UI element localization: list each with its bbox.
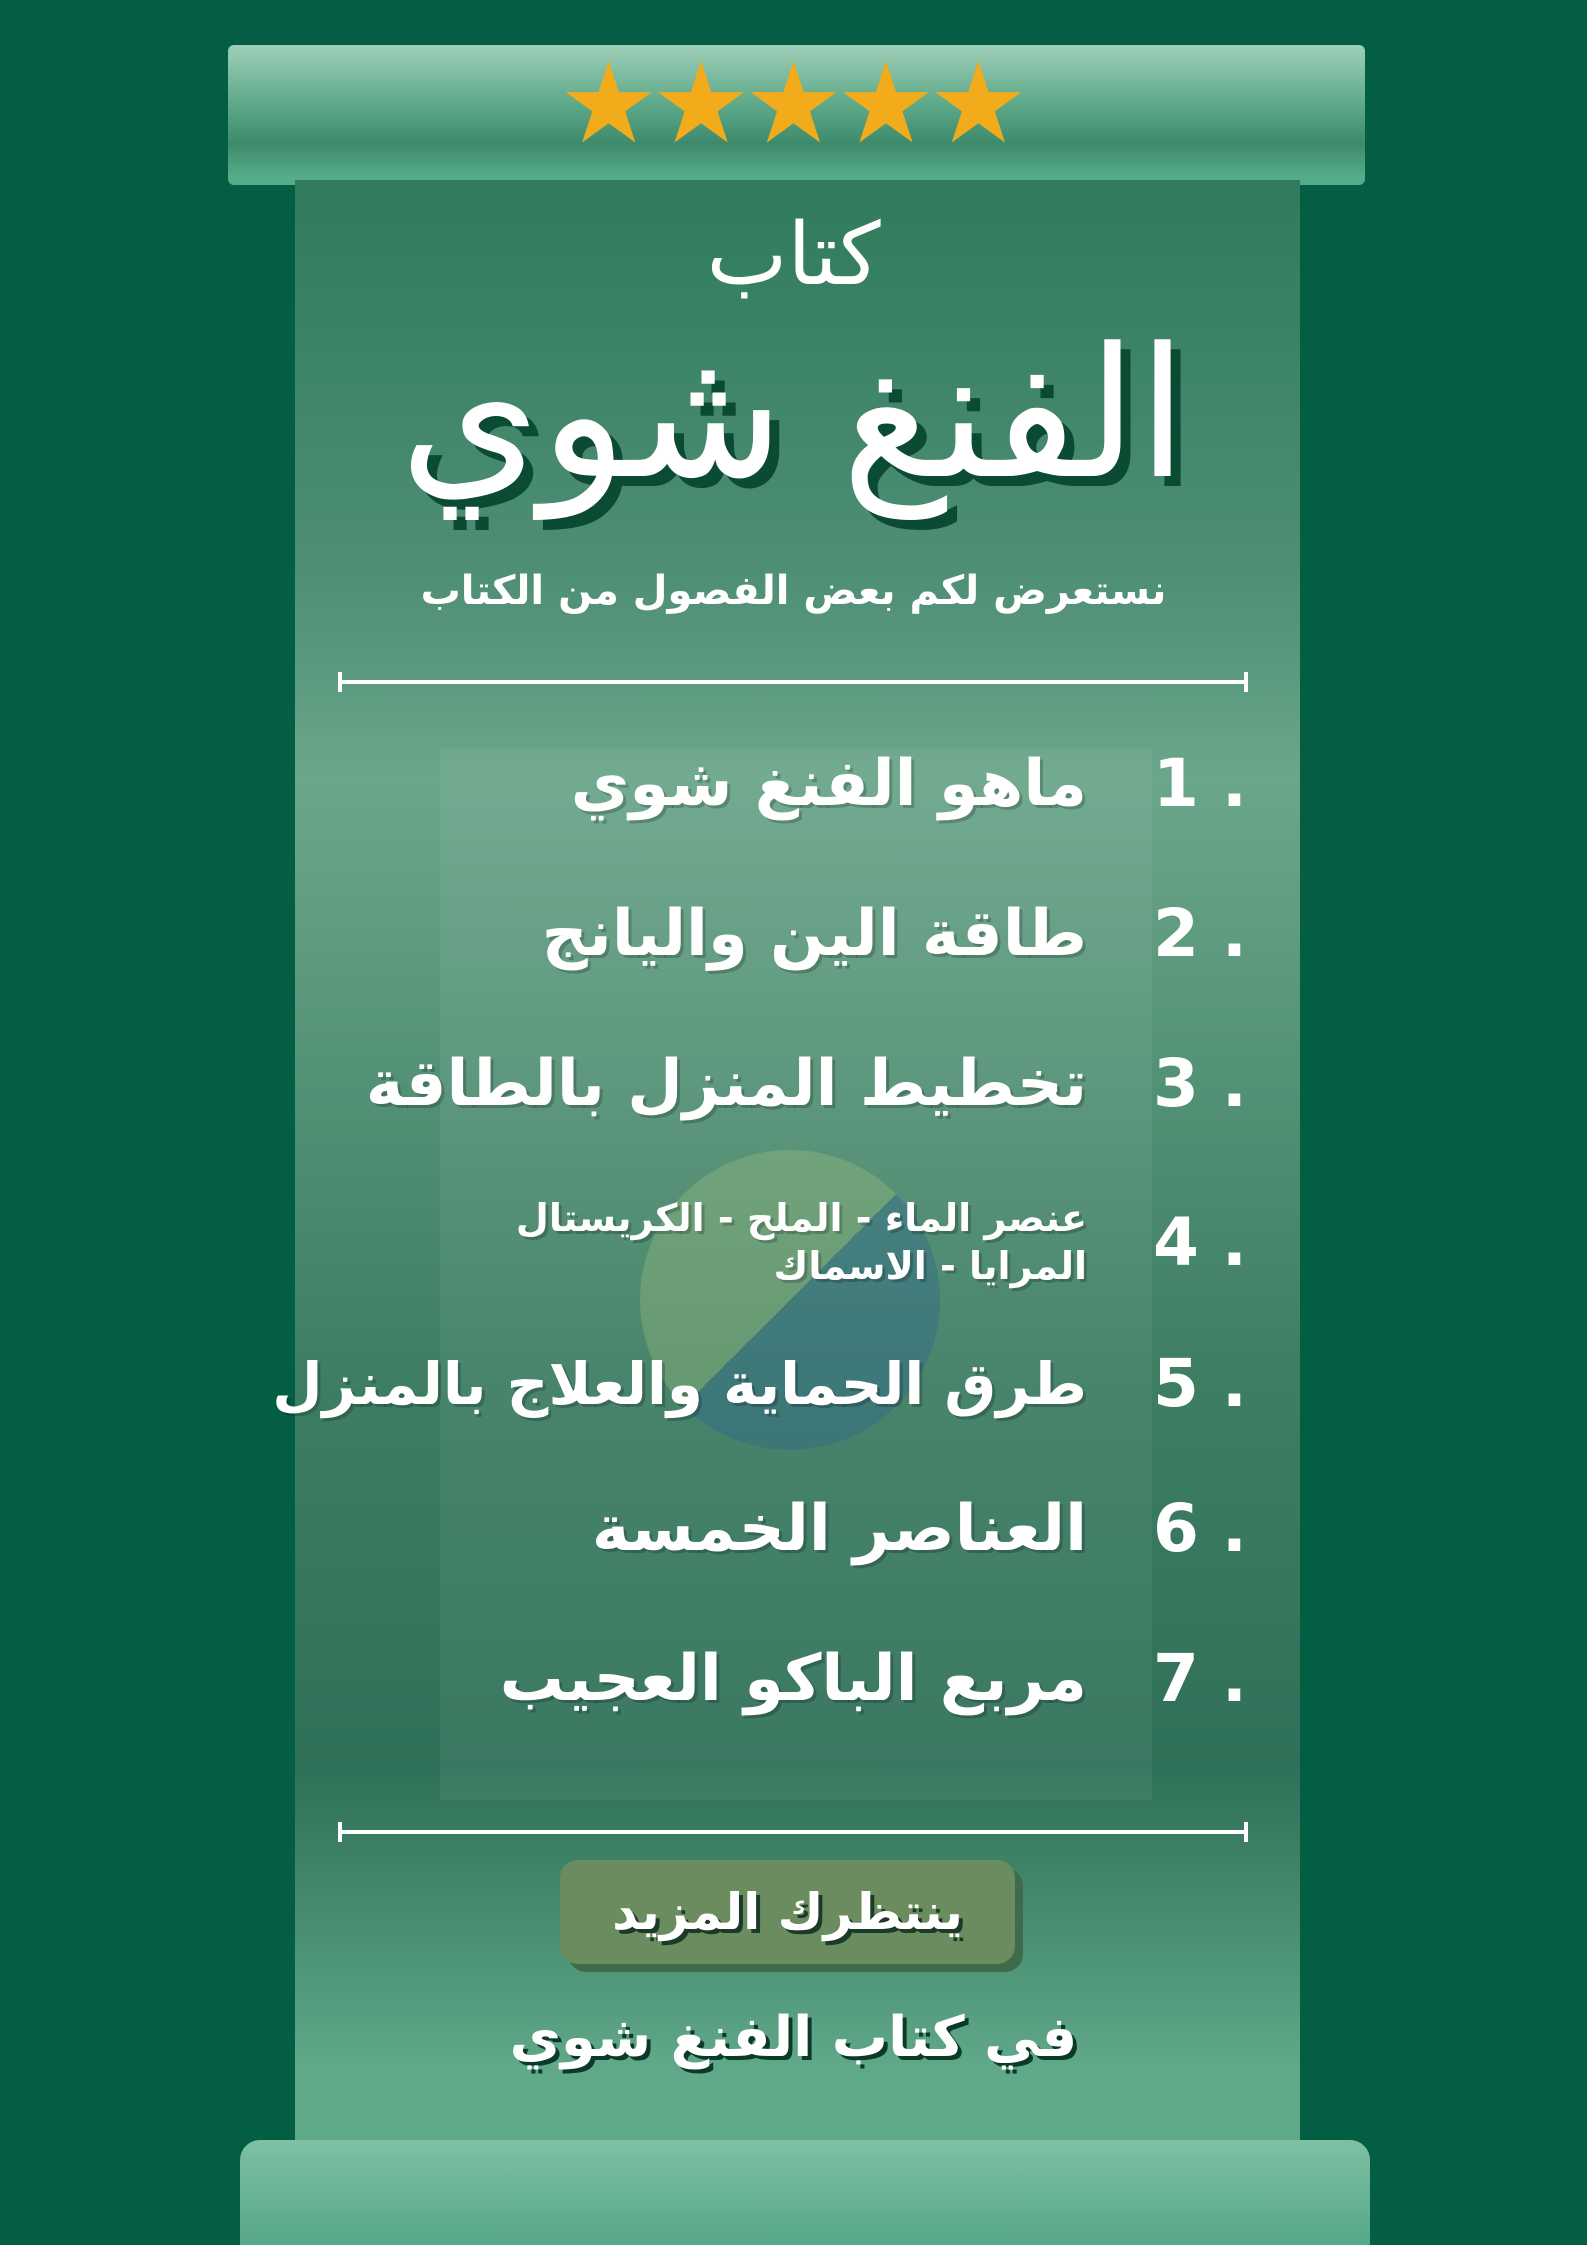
book-title: الفنغ شوي <box>399 310 1188 519</box>
chapter-item <box>366 1045 1247 1122</box>
chapter-item <box>571 745 1247 822</box>
star-icon: ★ <box>558 39 659 169</box>
chapter-item <box>516 1195 1247 1290</box>
chapter-number: 6 . <box>1153 1490 1247 1567</box>
star-icon: ★ <box>650 39 752 169</box>
footer-text: في كتاب الفنغ شوي <box>509 2005 1078 2070</box>
chapter-number: 3 . <box>1153 1045 1247 1122</box>
top-divider <box>338 680 1248 684</box>
chapter-number: 4 . <box>1153 1204 1247 1281</box>
chapter-label: العناصر الخمسة <box>591 1491 1087 1566</box>
chapter-label: تخطيط المنزل بالطاقة <box>365 1046 1087 1121</box>
rating-stars <box>0 39 1587 169</box>
chapter-label-line: المرايا - الاسماك <box>773 1243 1087 1288</box>
chapter-number: 2 . <box>1153 895 1247 972</box>
chapter-number: 1 . <box>1153 745 1247 822</box>
star-icon: ★ <box>835 39 937 169</box>
chapter-label: طرق الحماية والعلاج بالمنزل <box>272 1349 1087 1418</box>
subtitle: نستعرض لكم بعض الفصول من الكتاب <box>420 568 1167 614</box>
chapter-label-line: عنصر الماء - الملح - الكريستال <box>515 1196 1087 1240</box>
chapter-label <box>516 1195 1087 1290</box>
chapter-item <box>592 1490 1247 1567</box>
chapter-number: 7 . <box>1153 1640 1247 1717</box>
chapter-number: 5 . <box>1153 1345 1247 1422</box>
chapter-item <box>272 1345 1247 1422</box>
more-button[interactable]: ينتظرك المزيد <box>560 1860 1015 1964</box>
chapter-label: ماهو الفنغ شوي <box>570 746 1087 821</box>
chapter-label: طاقة الين واليانج <box>541 896 1087 971</box>
chapter-item <box>542 895 1247 972</box>
bottom-divider <box>338 1830 1248 1834</box>
chapter-label: مربع الباكو العجيب <box>499 1641 1087 1716</box>
scroll-bottom-roll <box>240 2140 1370 2245</box>
star-icon: ★ <box>928 39 1029 169</box>
star-icon: ★ <box>743 39 844 169</box>
chapter-item <box>500 1640 1247 1717</box>
book-kicker: كتاب <box>706 205 881 305</box>
